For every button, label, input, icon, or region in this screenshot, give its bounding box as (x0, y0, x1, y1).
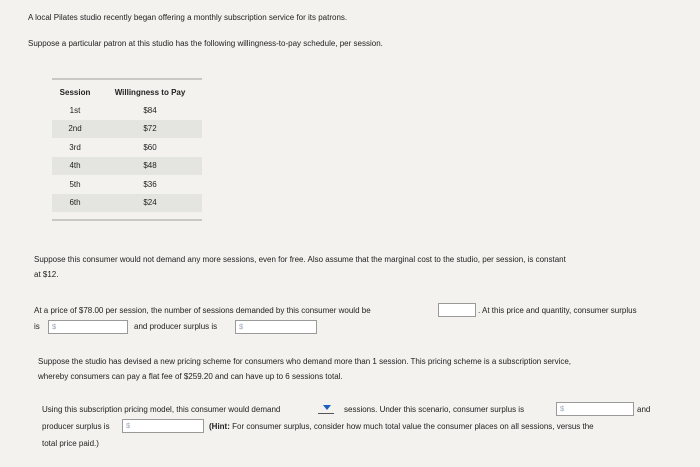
intro-line-2: Suppose a particular patron at this studio has the following willingness-to-pay schedule, per session. (28, 39, 383, 48)
cell-wtp: $72 (98, 120, 202, 139)
cell-wtp: $84 (143, 105, 157, 115)
cell-session: 3rd (69, 142, 81, 152)
table-row (52, 157, 202, 176)
scheme-line-2: whereby consumers can pay a flat fee of $259.20 and can have up to 6 sessions total. (38, 372, 343, 381)
q2-text-3: and (637, 405, 651, 414)
q2-text-5: total price paid.) (42, 439, 99, 448)
hint-body: For consumer surplus, consider how much total value the consumer places on all sessions, versus the (232, 422, 594, 431)
q2-text-1: Using this subscription pricing model, this consumer would demand (42, 405, 281, 414)
table-row (52, 194, 202, 213)
assumption-line-2: at $12. (34, 270, 59, 279)
table-row (52, 120, 202, 139)
cell-wtp: $36 (143, 179, 157, 189)
q2-text-4: producer surplus is (42, 422, 110, 431)
subscription-producer-surplus-input[interactable]: $ (122, 419, 204, 433)
sessions-dropdown[interactable] (318, 403, 334, 414)
q1-text-1: At a price of $78.00 per session, the number of sessions demanded by this consumer would be (34, 306, 371, 315)
header-willingness: Willingness to Pay (114, 87, 186, 97)
cell-session: 2nd (52, 120, 98, 139)
scheme-line-1: Suppose the studio has devised a new pricing scheme for consumers who demand more than 1 session. This pricing scheme is a subscription service, (38, 357, 572, 366)
assumption-line-1: Suppose this consumer would not demand any more sessions, even for free. Also assume that the marginal cost to the studio, per session, is constant (34, 255, 566, 264)
hint-text (209, 421, 594, 433)
producer-surplus-input[interactable]: $ (235, 320, 317, 334)
cell-session: 1st (69, 105, 81, 115)
table-row (52, 138, 202, 157)
q2-text-2: sessions. Under this scenario, consumer surplus is (344, 405, 525, 414)
table-bottom-rule (52, 219, 202, 221)
intro-line-1: A local Pilates studio recently began offering a monthly subscription service for its patrons. (28, 13, 348, 22)
table-row (52, 101, 202, 120)
q1-text-4: and producer surplus is (134, 322, 218, 331)
subscription-consumer-surplus-input[interactable]: $ (556, 402, 634, 416)
cell-session: 5th (69, 179, 81, 189)
header-session: Session (59, 87, 91, 97)
hint-label: (Hint: (209, 422, 230, 431)
consumer-surplus-input[interactable]: $ (48, 320, 128, 334)
chevron-down-icon (323, 405, 331, 410)
table-top-rule (52, 78, 202, 80)
cell-session: 4th (52, 157, 98, 176)
table-header-row (52, 83, 202, 101)
cell-wtp: $60 (143, 142, 157, 152)
wtp-table (52, 83, 202, 212)
q1-text-3: is (34, 322, 40, 331)
wtp-table-wrap (52, 83, 202, 212)
cell-wtp: $48 (98, 157, 202, 176)
sessions-demanded-input[interactable] (438, 303, 476, 317)
table-row (52, 175, 202, 194)
cell-wtp: $24 (98, 194, 202, 213)
cell-session: 6th (52, 194, 98, 213)
q1-text-2: . At this price and quantity, consumer surplus (478, 306, 637, 315)
